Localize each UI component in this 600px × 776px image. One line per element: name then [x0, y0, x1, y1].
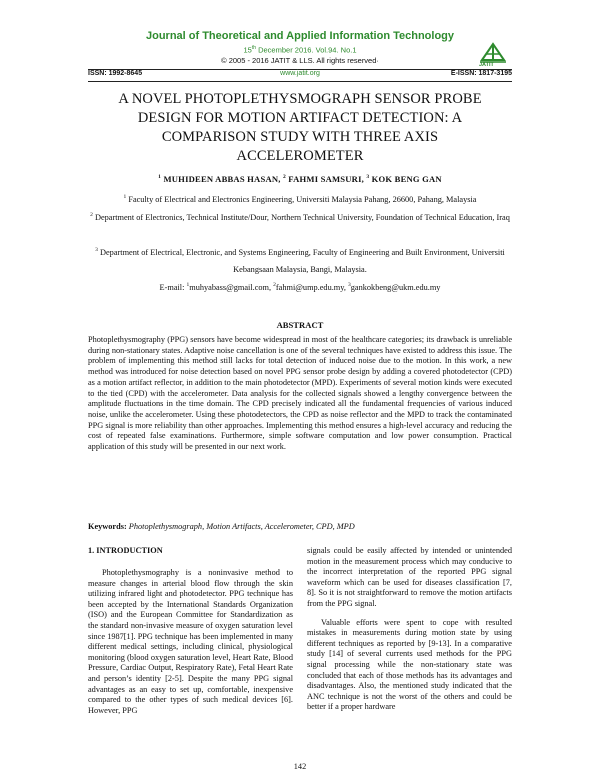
author-name: MUHIDEEN ABBAS HASAN [163, 174, 279, 184]
affiliation-3 [88, 242, 512, 279]
email-address-link[interactable]: fahmi@ump.edu.my [275, 282, 344, 292]
affiliation-mark: 3 [95, 247, 98, 253]
email-label: E-mail: [159, 282, 185, 292]
author-list: $^1$ MUHIDEEN ABBAS HASAN, $^2$ FAHMI SAMSURI, $^3$ KOK BENG GAN [158, 174, 442, 184]
email-mark: 1 [186, 282, 190, 288]
abstract-text: Photoplethysmography (PPG) sensors have become widespread in most of the healthcare categories; its drawback is unreliable during non-stationary states. Adaptive noise cancellation is one of the several techniques have existed to address this issue. The problem of implementing this method still lacks for total detection of induced noise due to the motion. In this work, a new method was introduced for noise detection based on novel PPG sensor probe design by adding a covered photodetector (CPD) as a motion artifact reflector, in addition to the main photodetector (MPD). Experiments of several motion kinds were executed to the tied (CPD) with the accelerometer. Data analysis for the collected signals showed a lengthy convergence between the amplitude fluctuations in the time domain. The CPD precisely indicated all the fundamental frequencies of various induced noise, unlike the accelerometer. Using these photodetectors, the CPD as noise reflector and the MPD to track the contaminated PPG signal is more reliability than other approaches. Implementing this method ensures a high-level accuracy and reducing the cost of repeated false examinations. Furthermore, simple software computation and low power consumption. Practical application of this study will be presented in our next work. [88, 335, 512, 452]
author-mark: 2 [282, 174, 286, 181]
intro-paragraph: signals could be easily affected by intended or unintended motion in the measurement process which may conducive to the incorrect interpretation of the reported PPG signal waveform which can be used for diseases classification [7, 8]. So it is not straightforward to remove the motion artifacts from the PPG signal. [307, 546, 512, 608]
keywords [88, 522, 512, 531]
abstract-heading: ABSTRACT [276, 320, 324, 330]
issue-rest: December 2016. Vol.94. No.1 [256, 45, 357, 55]
author-name: KOK BENG GAN [371, 174, 442, 184]
intro-paragraph: Valuable efforts were spent to cope with resulted mistakes in measurements during motion state by using different techniques as reported by [9-13]. In a comparative study [14] of several currents used methods for the PPG signal processing while the non-stationary state was concluded that each of those methods has its advantages and disadvantages. Also, the mentioned study indicated that the ANC technique is not the worst of the others and could be better if a proper hardware [307, 617, 512, 712]
email-mark: 2 [273, 282, 276, 288]
author-name: FAHMI SAMSURI [288, 174, 362, 184]
author-mark: 1 [158, 174, 162, 181]
journal-header [0, 30, 600, 66]
journal-copyright: © 2005 - 2016 JATIT & LLS. All rights reserved· [221, 55, 379, 65]
bottom-rule [88, 81, 512, 82]
issue-suffix: th [251, 45, 257, 51]
affiliation-mark: 1 [123, 194, 127, 200]
affiliation-2 [88, 207, 512, 226]
email-line: E-mail: $^1$muhyabass@gmail.com, $^2$fahmi@ump.edu.my, $^3$gankokbeng@ukm.edu.my [159, 282, 441, 292]
paper-title: A NOVEL PHOTOPLETHYSMOGRAPH SENSOR PROBE DESIGN FOR MOTION ARTIFACT DETECTION: A COMPARISON STUDY WITH THREE AXIS ACCELEROMETER [118, 91, 482, 164]
affiliation-1 [88, 189, 512, 208]
email-address-link[interactable]: gankokbeng@ukm.edu.my [350, 282, 441, 292]
affiliation-text: Faculty of Electrical and Electronics Engineering, Universiti Malaysia Pahang, 26600, Pahang, Malaysia [128, 194, 477, 204]
intro-paragraph: Photoplethysmography is a noninvasive method to measure changes in arterial blood flow through the skin utilizing infrared light and photodetector. PPG technique has been accepted by the International Standards Organization (ISO) and the European Committee for Standardization as the standard non-invasive measure of oxygen saturation level since 1987[1]. PPG technique has been implemented in many different medical settings, including clinical, physiological monitoring (blood oxygen saturation level, Heart Rate, Blood Pressure, Cardiac Output, Respiratory Rate), Fetal Heart Rate and person’s identity [2-5]. Despite the many PPG signal advantages as an easy to set up, comfortable, inexpensive compared to the other types of such medical devices [6]. However, PPG [88, 568, 293, 715]
author-mark: 3 [366, 174, 370, 181]
page-number: 142 [293, 762, 307, 771]
journal-url-link[interactable]: www.jatit.org [280, 70, 320, 77]
email-address-link[interactable]: muhyabass@gmail.com [189, 282, 270, 292]
keywords-list: Photoplethysmograph, Motion Artifacts, Accelerometer, CPD, MPD [128, 522, 355, 531]
section-heading: 1. INTRODUCTION [88, 546, 163, 555]
right-column [307, 546, 512, 713]
eissn: E-ISSN: 1817-3195 [450, 70, 512, 77]
affiliation-text: Department of Electronics, Technical Institute/Dour, Northern Technical University, Foundation of Technical Education, Iraq [94, 212, 510, 222]
issue-day: 15 [243, 45, 252, 55]
keywords-label: Keywords: [88, 522, 127, 531]
email-mark: 3 [348, 282, 351, 288]
journal-issue [0, 43, 600, 56]
affiliation-text: Department of Electrical, Electronic, and Systems Engineering, Faculty of Engineering and Built Environment, Universiti Kebangsaan Malaysia, Bangi, Malaysia. [100, 247, 505, 275]
left-column [88, 568, 293, 716]
affiliation-mark: 2 [90, 212, 93, 218]
journal-title: Journal of Theoretical and Applied Information Technology [145, 30, 455, 42]
issn: ISSN: 1992-8645 [88, 70, 143, 77]
logo-text: JATIT [479, 62, 494, 68]
